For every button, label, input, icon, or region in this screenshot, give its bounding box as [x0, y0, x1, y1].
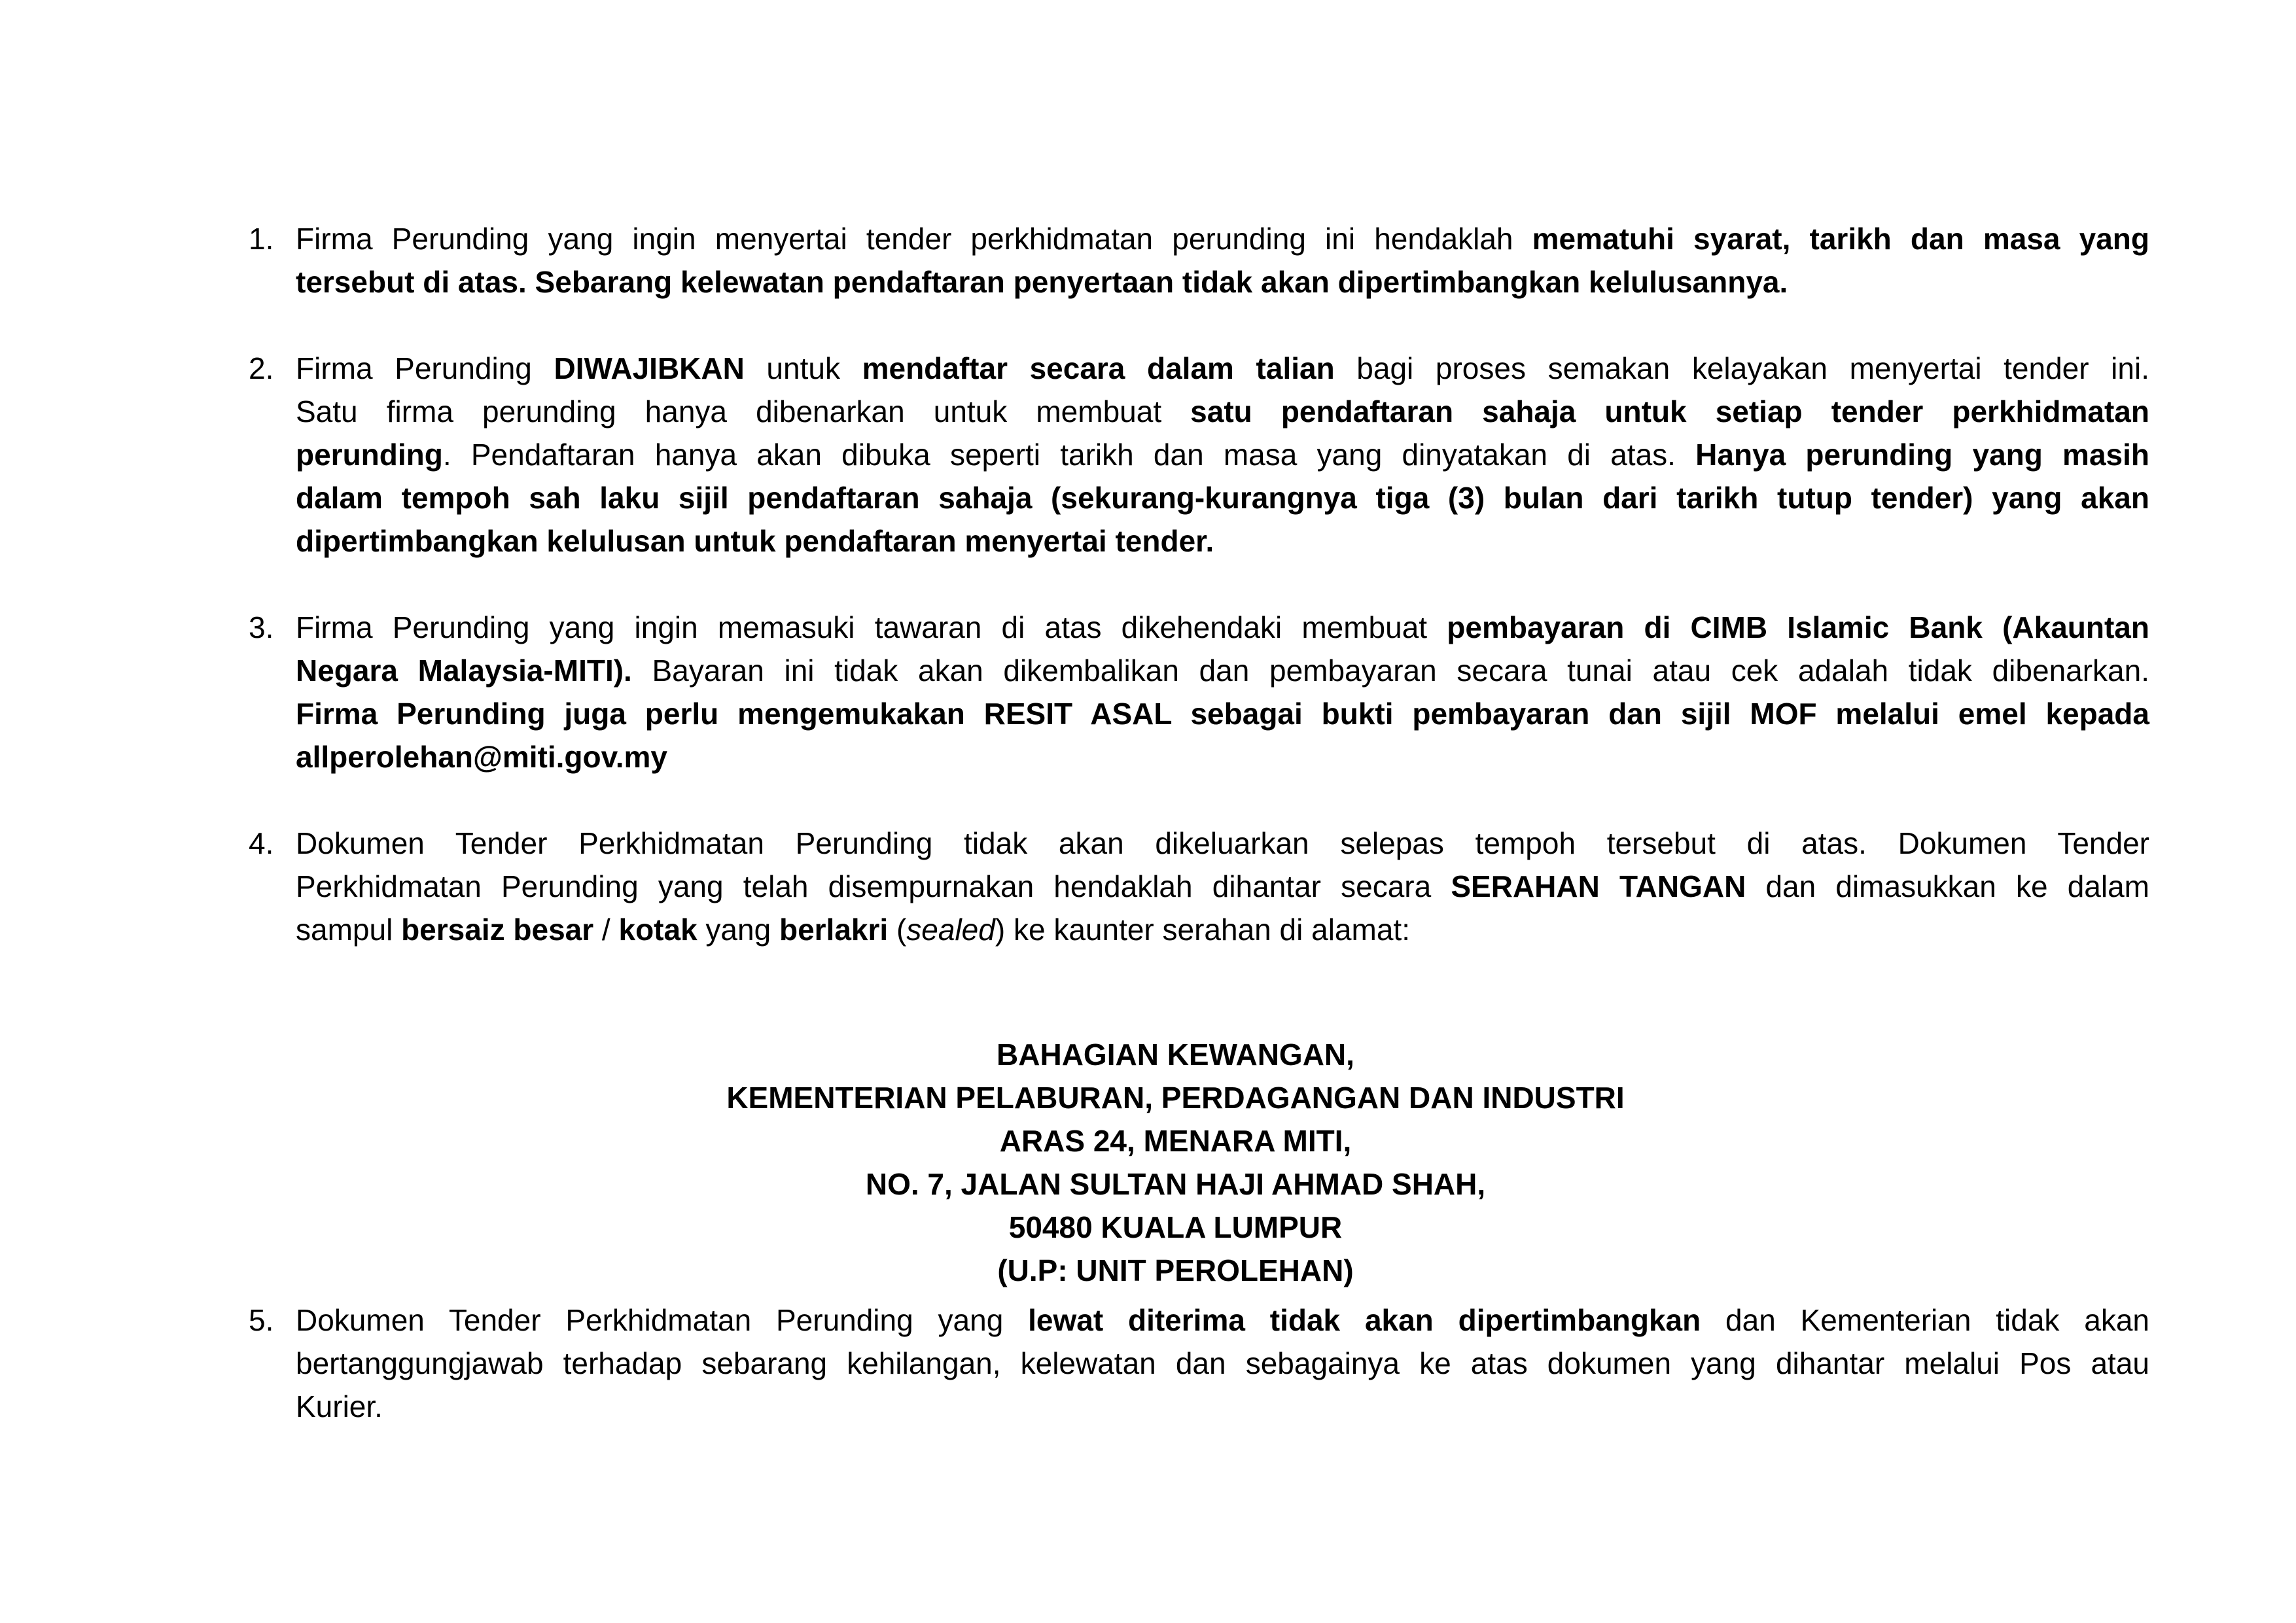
text-segment: SERAHAN TANGAN [1451, 869, 1746, 903]
text-segment: Firma Perunding yang ingin menyertai tender perkhidmatan perunding ini hendaklah [296, 222, 1532, 256]
address-line: 50480 KUALA LUMPUR [1008, 1210, 1343, 1244]
text-segment: allperolehan@miti.gov.my [296, 740, 668, 774]
text-line [296, 822, 2149, 865]
text-segment: Firma Perunding [296, 351, 554, 385]
address-line: KEMENTERIAN PELABURAN, PERDAGANGAN DAN INDUSTRI [726, 1081, 1625, 1115]
text-segment: Firma Perunding yang ingin memasuki tawaran di atas dikehendaki membuat [296, 610, 1447, 644]
text-segment: dalam tempoh sah laku sijil pendaftaran sahaja (sekurang-kurangnya tiga (3) bulan dari tarikh tutup tender) yang akan [296, 481, 2149, 515]
list-item-4 [249, 822, 2149, 951]
text-segment: pembayaran di CIMB Islamic Bank (Akauntan [1447, 610, 2149, 644]
text-segment: Negara Malaysia-MITI). [296, 654, 632, 688]
text-segment: untuk [744, 351, 862, 385]
list-item-number: 4. [249, 826, 274, 860]
text-segment: DIWAJIBKAN [554, 351, 745, 385]
text-segment: Hanya perunding yang masih [1695, 438, 2150, 472]
text-line [296, 606, 2149, 649]
text-segment: sealed [906, 913, 995, 947]
text-line [296, 735, 2149, 778]
text-segment: mematuhi syarat, tarikh dan masa yang [1532, 222, 2149, 256]
text-segment: bersaiz besar [401, 913, 594, 947]
text-segment: lewat diterima tidak akan dipertimbangkan [1028, 1303, 1701, 1337]
text-segment: yang [697, 913, 779, 947]
text-segment: Satu firma perunding hanya dibenarkan untuk membuat [296, 394, 1191, 428]
text-line [296, 1342, 2149, 1385]
numbered-list-bottom [249, 1299, 2149, 1428]
numbered-list-top [249, 217, 2149, 951]
address-line: NO. 7, JALAN SULTAN HAJI AHMAD SHAH, [865, 1167, 1486, 1201]
text-line [296, 1385, 2149, 1428]
list-item-1 [249, 217, 2149, 304]
text-segment: Bayaran ini tidak akan dikembalikan dan pembayaran secara tunai atau cek adalah tidak dibenarkan. [631, 654, 2150, 688]
text-line [296, 217, 2149, 260]
text-segment: ( [888, 913, 907, 947]
text-segment: Dokumen Tender Perkhidmatan Perunding tidak akan dikeluarkan selepas tempoh tersebut di atas. Dokumen Tender [296, 826, 2149, 860]
list-item-5 [249, 1299, 2149, 1428]
address-line: ARAS 24, MENARA MITI, [999, 1124, 1352, 1158]
text-line [296, 260, 2149, 304]
text-segment: Kurier. [296, 1389, 383, 1423]
address-line: (U.P: UNIT PEROLEHAN) [997, 1253, 1354, 1287]
text-segment: ) ke kaunter serahan di alamat: [995, 913, 1410, 947]
text-segment: bagi proses semakan kelayakan menyertai tender ini. [1334, 351, 2149, 385]
text-segment: berlakri [779, 913, 889, 947]
text-segment: . Pendaftaran hanya akan dibuka seperti tarikh dan masa yang dinyatakan di atas. [442, 438, 1696, 472]
list-item-number: 3. [249, 610, 274, 644]
text-line [296, 692, 2149, 735]
list-item-number: 5. [249, 1303, 274, 1337]
text-segment: tersebut di atas. Sebarang kelewatan pendaftaran penyertaan tidak akan dipertimbangkan kelulusannya. [296, 265, 1788, 299]
address-line: BAHAGIAN KEWANGAN, [997, 1038, 1354, 1072]
address-block [249, 1033, 2149, 1292]
list-item-3 [249, 606, 2149, 778]
text-segment: perunding [296, 438, 443, 472]
text-segment: bertanggungjawab terhadap sebarang kehilangan, kelewatan dan sebagainya ke atas dokumen yang dihantar melalui Pos atau [296, 1346, 2149, 1380]
text-line [296, 519, 2149, 563]
text-line [296, 476, 2149, 519]
list-item-number: 2. [249, 351, 274, 385]
text-segment: Perkhidmatan Perunding yang telah disempurnakan hendaklah dihantar secara [296, 869, 1451, 903]
text-segment: dan Kementerian tidak akan [1701, 1303, 2149, 1337]
text-segment: satu pendaftaran sahaja untuk setiap tender perkhidmatan [1190, 394, 2149, 428]
text-segment: Dokumen Tender Perkhidmatan Perunding yang [296, 1303, 1029, 1337]
text-line [296, 390, 2149, 433]
text-line [296, 433, 2149, 476]
list-item-number: 1. [249, 222, 274, 256]
text-segment: / [593, 913, 619, 947]
text-line [296, 649, 2149, 692]
text-line [296, 347, 2149, 390]
text-line [296, 908, 2149, 951]
text-segment: sampul [296, 913, 402, 947]
text-segment: kotak [618, 913, 698, 947]
text-line [296, 865, 2149, 908]
list-item-2 [249, 347, 2149, 563]
text-segment: Firma Perunding juga perlu mengemukakan RESIT ASAL sebagai bukti pembayaran dan sijil MOF melalui emel kepada [296, 697, 2149, 731]
document-body [249, 217, 2149, 1471]
text-segment: dan dimasukkan ke dalam [1746, 869, 2149, 903]
text-segment: mendaftar secara dalam talian [862, 351, 1335, 385]
text-segment: dipertimbangkan kelulusan untuk pendaftaran menyertai tender. [296, 524, 1214, 558]
text-line [296, 1299, 2149, 1342]
